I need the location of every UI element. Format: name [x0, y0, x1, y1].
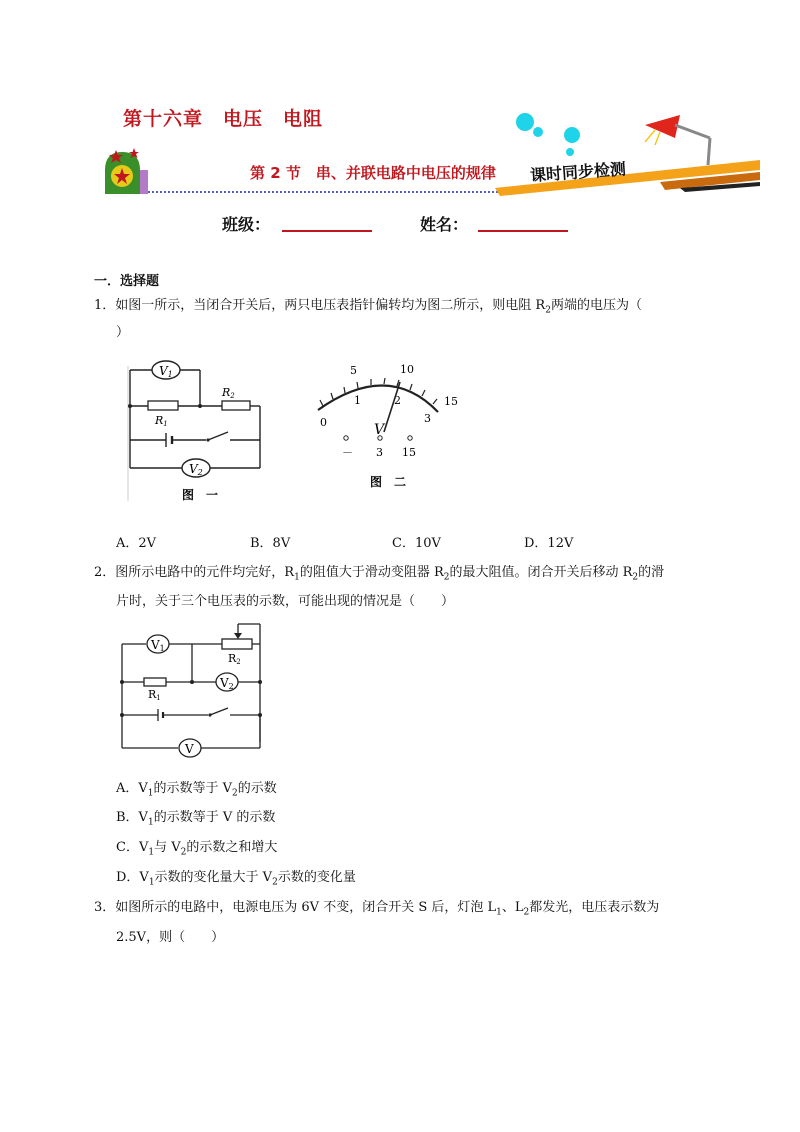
question-2-line-2: 片时，关于三个电压表的示数，可能出现的情况是（ ） [116, 594, 455, 609]
svg-text:10: 10 [400, 363, 414, 376]
header-decoration [100, 110, 760, 202]
q2-option-d[interactable]: D．$V_1$示数的变化量大于 $V_2$示数的变化量 [116, 870, 356, 888]
svg-text:3: 3 [376, 446, 383, 459]
svg-text:V2: V2 [220, 676, 234, 691]
q1-figure-1-circuit [110, 356, 280, 506]
q2-option-c[interactable]: C．$V_1$与 $V_2$的示数之和增大 [116, 840, 278, 858]
question-1: 1．如图一所示，当闭合开关后，两只电压表指针偏转均为图二所示，则电阻 $R_2$两端的电压为（ [94, 298, 642, 316]
q2-option-a[interactable]: A．$V_1$的示数等于 $V_2$的示数 [116, 781, 277, 799]
svg-text:5: 5 [350, 364, 357, 377]
q2-circuit [110, 620, 270, 758]
section-heading: 一．选择题 [94, 274, 160, 289]
svg-text:R1: R1 [155, 414, 168, 428]
question-1-paren: ） [116, 325, 130, 340]
class-input-line[interactable] [282, 230, 372, 232]
svg-text:R2: R2 [222, 386, 235, 400]
svg-text:V: V [185, 742, 194, 756]
name-input-line[interactable] [478, 230, 568, 232]
svg-text:R1: R1 [148, 688, 161, 702]
svg-text:2: 2 [394, 394, 401, 407]
svg-text:15: 15 [402, 446, 416, 459]
q1-figure-2-voltmeter [308, 360, 468, 500]
question-3-line-2: 2.5V，则（ ） [116, 930, 225, 945]
q1-option-d[interactable]: D．12V [524, 536, 574, 551]
q2-option-b[interactable]: B．$V_1$的示数等于 V 的示数 [116, 810, 276, 828]
svg-text:1: 1 [354, 394, 361, 407]
class-label: 班级： [222, 215, 271, 234]
q1-option-a[interactable]: A．2V [116, 536, 157, 551]
svg-text:15: 15 [444, 395, 458, 408]
name-label: 姓名： [420, 215, 469, 234]
svg-text:－: － [342, 446, 353, 459]
q1-option-c[interactable]: C．10V [392, 536, 441, 551]
svg-text:V1: V1 [159, 364, 173, 379]
svg-text:V1: V1 [151, 638, 165, 653]
q1-option-b[interactable]: B．8V [250, 536, 291, 551]
question-2: 2．图所示电路中的元件均完好，$R_1$的阻值大于滑动变阻器 $R_2$的最大阻值。闭合开关后移动 $R_2$的滑 [94, 565, 665, 583]
svg-text:3: 3 [424, 412, 431, 425]
svg-text:V2: V2 [189, 462, 203, 477]
star-badge-icon [105, 148, 148, 194]
banner-label: 课时同步检测 [529, 159, 627, 185]
svg-text:图 一: 图 一 [182, 488, 219, 502]
svg-text:R2: R2 [228, 652, 241, 666]
lamp-icon [645, 115, 710, 165]
question-3: 3．如图所示的电路中，电源电压为 6V 不变，闭合开关 S 后，灯泡 $L_1$、$L_2$都发光，电压表示数为 [94, 900, 660, 918]
section-title: 第 2 节 串、并联电路中电压的规律 [250, 164, 496, 182]
svg-text:0: 0 [320, 416, 327, 429]
bubble-icon [516, 113, 534, 131]
svg-text:V: V [374, 422, 385, 438]
svg-text:图 二: 图 二 [370, 475, 407, 489]
chapter-title: 第十六章 电压 电阻 [123, 108, 324, 130]
